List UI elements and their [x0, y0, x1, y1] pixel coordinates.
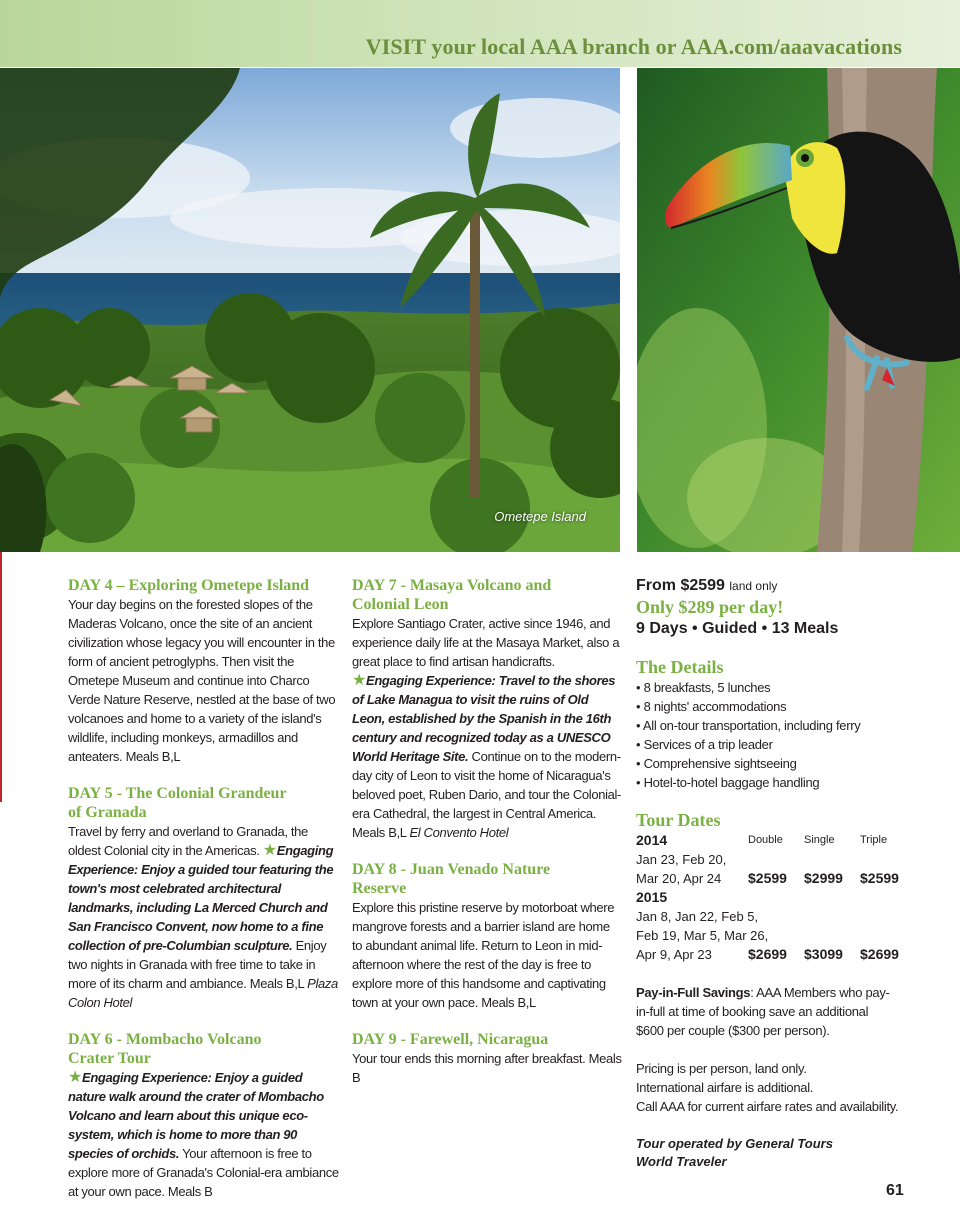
day-4-section — [68, 576, 340, 766]
year-label: 2015 — [636, 889, 668, 905]
day-description: Explore this pristine reserve by motorboat where mangrove forests and a barrier island are home to abundant animal life. Return to Leon in mid-afternoon where the rest of the day is free to explore more of this handsome and captivating town at your own pace. Meals B,L — [352, 900, 615, 1010]
details-list — [636, 678, 926, 792]
star-icon: ★ — [262, 842, 277, 859]
land-only-label: land only — [729, 579, 778, 593]
tour-summary: 9 Days • Guided • 13 Meals — [636, 620, 839, 637]
note-line: Call AAA for current airfare rates and availability. — [636, 1099, 899, 1114]
day-description: Explore Santiago Crater, active since 1946, and experience daily life at the Masaya Market, also a great place to find artisan handicrafts. ★Engaging Experience: Travel to the shores of Lake Managua to visit the ruins of Old Leon, established by the Spanish in the 16th century and recognized today as a UNESCO World Heritage Site. Continue on to the modern-day city of Leon to visit the home of Nicaragua's beloved poet, Ruben Dario, and tour the Colonial-era Cathedral, the largest in Central America. Meals B,L El Convento Hotel — [352, 616, 622, 840]
day-5-section — [68, 784, 340, 1012]
pricing-notes — [636, 1059, 926, 1116]
note-line: International airfare is additional. — [636, 1080, 814, 1095]
year-label: 2014 — [636, 832, 668, 848]
page-number: 61 — [886, 1182, 904, 1199]
day-6-section — [68, 1030, 340, 1201]
day-description: Your tour ends this morning after breakfast. Meals B — [352, 1051, 622, 1085]
details-item: • 8 nights' accommodations — [636, 697, 926, 716]
per-day-price: Only $289 per day! — [636, 597, 784, 617]
column-header-triple: Triple — [860, 834, 888, 846]
column-header-double: Double — [748, 834, 783, 846]
details-heading: The Details — [636, 657, 724, 677]
table-row — [636, 869, 926, 888]
tour-dates-table — [636, 831, 926, 964]
day-heading: DAY 9 - Farewell, Nicaragua — [352, 1031, 549, 1048]
price-single: $2999 — [804, 870, 843, 886]
details-item: • Services of a trip leader — [636, 735, 926, 754]
table-row — [636, 850, 926, 869]
day-8-section — [352, 860, 622, 1012]
header-banner — [0, 0, 960, 67]
pay-in-full-savings: Pay-in-Full Savings: AAA Members who pay-in-full at time of booking save an additional $600 per couple ($300 per person). — [636, 985, 890, 1038]
engaging-experience-text: Engaging Experience: Travel to the shores of Lake Managua to visit the ruins of Old Leon, established by the Spanish in the 16th century and recognized today as a UNESCO World Heritage Site. — [352, 673, 616, 764]
star-icon: ★ — [68, 1069, 82, 1086]
price-triple: $2599 — [860, 870, 899, 886]
departure-dates: Jan 23, Feb 20, — [636, 852, 727, 867]
itinerary-column-1 — [68, 576, 340, 1219]
departure-dates: Mar 20, Apr 24 — [636, 871, 722, 886]
photo-caption: Ometepe Island — [494, 509, 586, 524]
day-heading: DAY 6 - Mombacho Volcano Crater Tour — [68, 1031, 262, 1067]
day-description: ★Engaging Experience: Enjoy a guided nature walk around the crater of Mombacho Volcano and learn about this unique eco-system, which is home to more than 90 species of orchids. Your afternoon is free to explore more of Granada's Colonial-era ambiance at your own pace. Meals B — [68, 1069, 339, 1199]
day-9-section — [352, 1030, 622, 1087]
column-header-single: Single — [804, 834, 835, 846]
day-heading: DAY 7 - Masaya Volcano and Colonial Leon — [352, 577, 552, 613]
itinerary-column-2 — [352, 576, 622, 1105]
operator-line: Tour operated by General Tours — [636, 1136, 833, 1151]
table-row — [636, 945, 926, 964]
from-price: From $2599 land only — [636, 577, 778, 594]
departure-dates: Apr 9, Apr 23 — [636, 947, 712, 962]
day-heading: DAY 4 – Exploring Ometepe Island — [68, 577, 310, 594]
price-single: $3099 — [804, 946, 843, 962]
island-landscape-image — [0, 68, 620, 552]
toucan-photo — [637, 68, 960, 552]
details-item: • All on-tour transportation, including ferry — [636, 716, 926, 735]
day-description: Your day begins on the forested slopes of the Maderas Volcano, once the site of an ancient civilization whose legacy you will encounter in the form of ancient petroglyphs. Then visit the Ometepe Museum and continue into Charco Verde Nature Reserve, nestled at the base of two volcanoes and home to a variety of the island's wildlife, including monkeys, armadillos and anteaters. Meals B,L — [68, 597, 336, 764]
visit-aaa-text: VISIT your local AAA branch or AAA.com/aaavacations — [365, 34, 902, 59]
table-row — [636, 888, 926, 907]
table-row — [636, 926, 926, 945]
details-item: • 8 breakfasts, 5 lunches — [636, 678, 926, 697]
star-icon: ★ — [352, 672, 366, 689]
savings-label: Pay-in-Full Savings — [636, 985, 751, 1000]
operator-line: World Traveler — [636, 1154, 727, 1169]
price-double: $2599 — [748, 870, 787, 886]
toucan-image — [637, 68, 960, 552]
details-item: • Comprehensive sightseeing — [636, 754, 926, 773]
tour-operator — [636, 1135, 926, 1171]
hotel-name: El Convento Hotel — [409, 825, 509, 840]
departure-dates: Jan 8, Jan 22, Feb 5, — [636, 909, 759, 924]
table-row — [636, 831, 926, 850]
day-heading: DAY 8 - Juan Venado Nature Reserve — [352, 861, 551, 897]
engaging-experience-text: Engaging Experience: Enjoy a guided nature walk around the crater of Mombacho Volcano and learn about this unique eco-system, which is home to more than 90 species of orchids. — [68, 1070, 324, 1161]
price-triple: $2699 — [860, 946, 899, 962]
hotel-name: Plaza Colon Hotel — [68, 976, 338, 1010]
ometepe-island-photo — [0, 68, 620, 552]
tour-dates-heading: Tour Dates — [636, 810, 721, 830]
note-line: Pricing is per person, land only. — [636, 1061, 807, 1076]
tour-info-column — [636, 576, 926, 1171]
departure-dates: Feb 19, Mar 5, Mar 26, — [636, 928, 769, 943]
price-double: $2699 — [748, 946, 787, 962]
day-7-section — [352, 576, 622, 842]
engaging-experience-text: Engaging Experience: Enjoy a guided tour featuring the town's most celebrated architectural landmarks, including La Merced Church and San Francisco Convent, now home to a fine collection of pre-Columbian sculpture. — [68, 843, 334, 953]
details-item: • Hotel-to-hotel baggage handling — [636, 773, 926, 792]
table-row — [636, 907, 926, 926]
day-heading: DAY 5 - The Colonial Grandeur of Granada — [68, 785, 287, 821]
day-description: Travel by ferry and overland to Granada, the oldest Colonial city in the Americas. ★Engaging Experience: Enjoy a guided tour featuring the town's most celebrated architectural landmarks, including La Merced Church and San Francisco Convent, now home to a fine collection of pre-Columbian sculpture. Enjoy two nights in Granada with free time to take in more of its charm and ambiance. Meals B,L Plaza Colon Hotel — [68, 824, 338, 1010]
page-edge-marker — [0, 552, 2, 802]
